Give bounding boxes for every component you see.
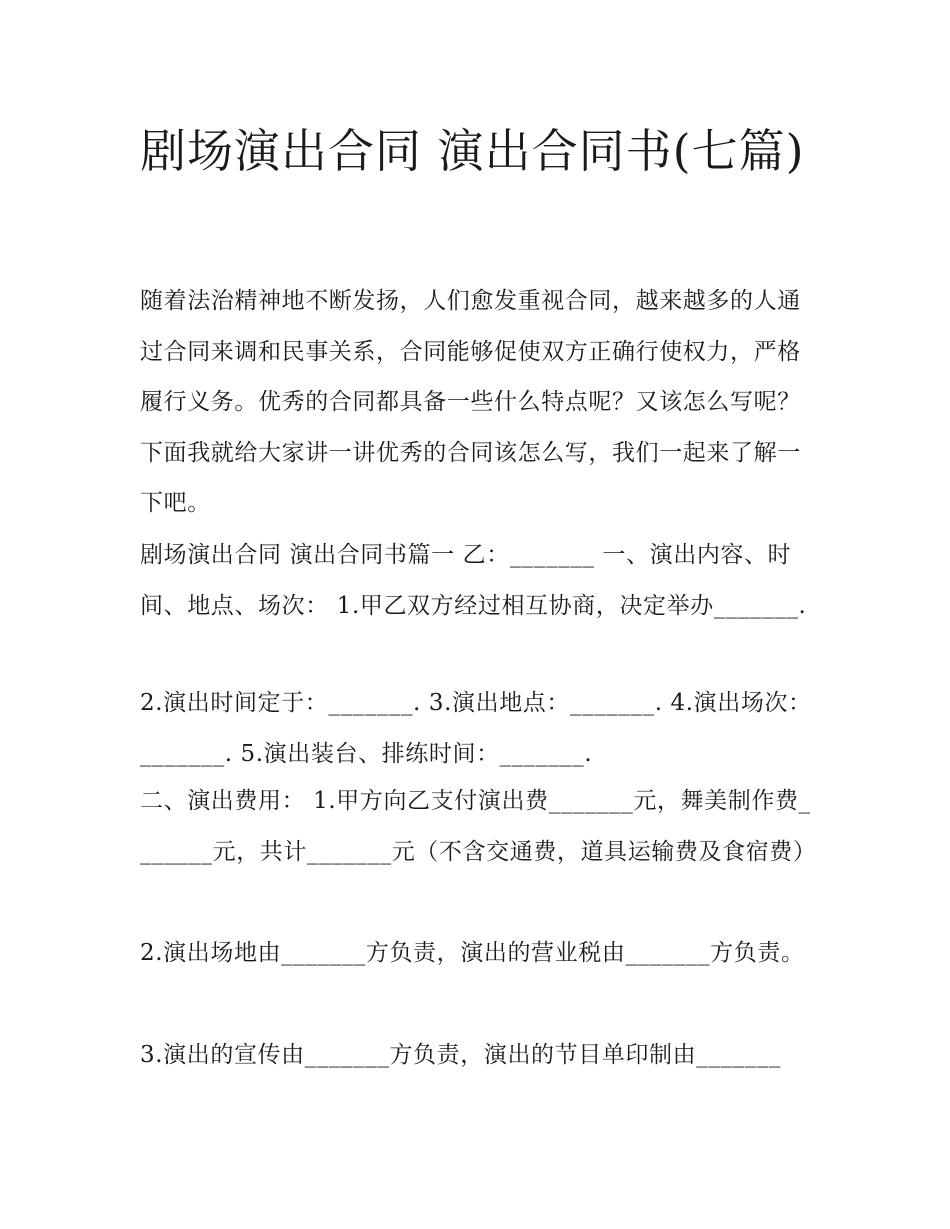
publicity-paragraph: 3.演出的宣传由_______方负责，演出的节目单印制由_______ — [140, 1042, 781, 1068]
section-one-paragraph: 剧场演出合同 演出合同书篇一 乙：_______ 一、演出内容、时间、地点、场次： 1.甲乙双方经过相互协商，决定举办_______. — [140, 542, 807, 619]
venue-tax-paragraph: 2.演出场地由_______方负责，演出的营业税由_______方负责。 — [140, 940, 805, 966]
time-location-paragraph: 2.演出时间定于：_______. 3.演出地点：_______. 4.演出场次：_______. 5.演出装台、排练时间：_______. — [140, 690, 812, 767]
fees-paragraph: 二、演出费用： 1.甲方向乙支付演出费_______元，舞美制作费_______元，共计_______元（不含交通费，道具运输费及食宿费） — [140, 788, 817, 865]
intro-paragraph: 随着法治精神地不断发扬，人们愈发重视合同，越来越多的人通过合同来调和民事关系，合同能够促使双方正确行使权力，严格履行义务。优秀的合同都具备一些什么特点呢？又该怎么写呢？下面我就给大家讲一讲优秀的合同该怎么写，我们一起来了解一下吧。 — [140, 288, 801, 516]
document-title: 剧场演出合同 演出合同书(七篇) — [140, 124, 805, 178]
